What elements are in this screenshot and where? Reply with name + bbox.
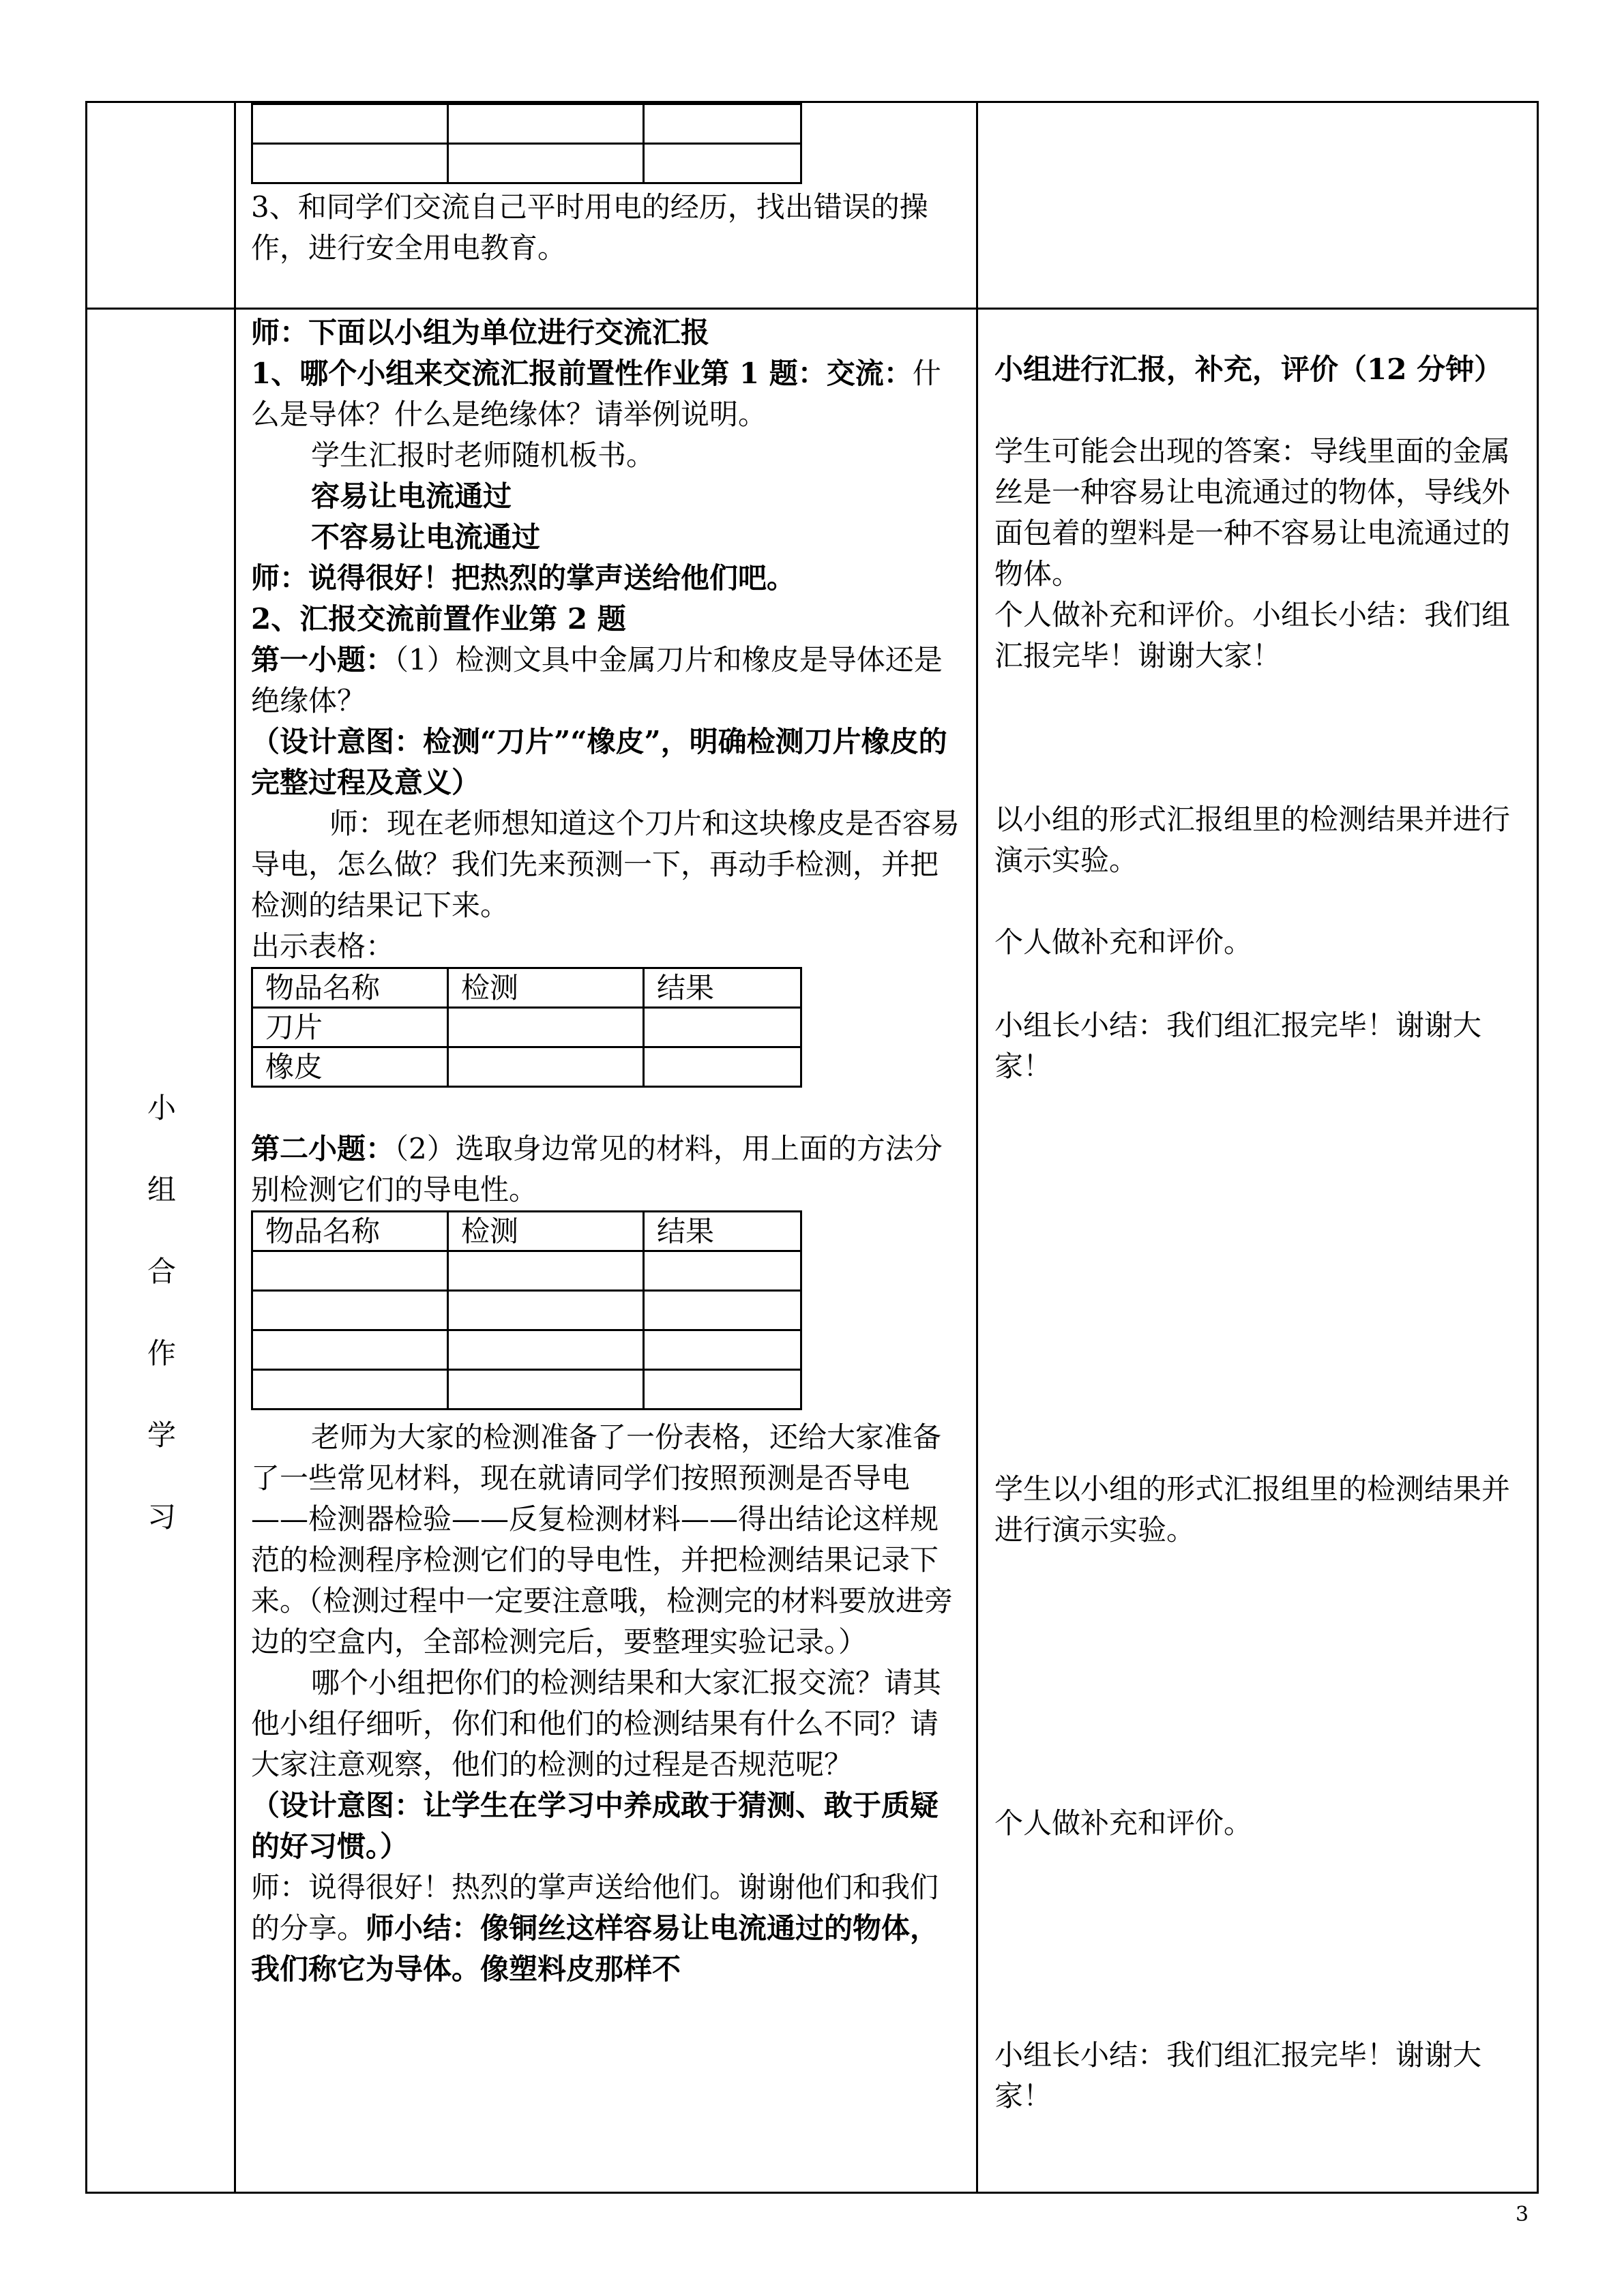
table-cell	[644, 1291, 801, 1330]
final-summary-text: 师小结：像铜丝这样容易让电流通过的物体，我们称它为导体。像塑料皮那样不	[251, 1911, 939, 1986]
q1-paragraph	[251, 353, 966, 435]
page-number: 3	[1516, 2203, 1529, 2226]
teacher-activity-cell	[235, 309, 977, 2193]
label-char: 学	[147, 1418, 176, 1452]
table-cell	[448, 1047, 644, 1087]
student-activity-cell	[977, 309, 1538, 2193]
table-cell: 刀片	[252, 1008, 448, 1047]
sub2-label: 第二小题：	[251, 1132, 395, 1165]
table-cell	[252, 104, 448, 144]
student-summary-2: 小组长小结：我们组汇报完毕！谢谢大家！	[994, 1009, 1482, 1083]
table-header: 物品名称	[252, 968, 448, 1008]
table-row	[252, 144, 801, 183]
detection-table-2	[251, 1210, 802, 1410]
board-line-2: 不容易让电流通过	[311, 520, 541, 554]
label-char: 作	[147, 1337, 176, 1370]
item3-text: 3、和同学们交流自己平时用电的经历，找出错误的操作，进行安全用电教育。	[251, 190, 928, 265]
table-cell: 橡皮	[252, 1047, 448, 1087]
table-header-row	[252, 968, 801, 1008]
board-line-1: 容易让电流通过	[311, 479, 512, 513]
board-note: 学生汇报时老师随机板书。	[311, 438, 655, 472]
student-summary-1: 个人做补充和评价。小组长小结：我们组汇报完毕！谢谢大家！	[994, 598, 1511, 672]
table-cell	[644, 1251, 801, 1291]
table-header: 物品名称	[252, 1212, 448, 1251]
table-row	[252, 1291, 801, 1330]
sub2-paragraph	[251, 1129, 966, 1210]
table-cell	[448, 1291, 644, 1330]
section-label-cell	[87, 309, 235, 2193]
student-supplement-1: 个人做补充和评价。	[994, 925, 1253, 959]
section-label	[87, 1091, 236, 1585]
table-cell	[448, 1370, 644, 1410]
intro-text: 师：下面以小组为单位进行交流汇报	[251, 316, 710, 349]
table-header-row	[252, 1212, 801, 1251]
final-normal-text: 师：说得很好！热烈的掌声送给他们。谢谢他们和我们的分享。	[251, 1870, 939, 1945]
leftover-table	[251, 103, 802, 184]
table-cell	[448, 1330, 644, 1370]
lesson-plan-table	[85, 101, 1539, 2194]
table-cell	[644, 144, 801, 183]
table-header: 结果	[644, 1212, 801, 1251]
table-cell	[252, 1330, 448, 1370]
praise-1: 师：说得很好！把热烈的掌声送给他们吧。	[251, 561, 796, 595]
design-intent-2: （设计意图：让学生在学习中养成敢于猜测、敢于质疑的好习惯。）	[251, 1789, 939, 1863]
row1-student-cell	[977, 102, 1538, 309]
table-cell	[644, 104, 801, 144]
table-cell	[448, 1251, 644, 1291]
q1-rest: 什么是导体？什么是绝缘体？请举例说明。	[251, 357, 941, 431]
prepare-paragraph: 老师为大家的检测准备了一份表格，还给大家准备了一些常见材料，现在就请同学们按照预测是否导电——检测器检验——反复检测材料——得出结论这样规范的检测程序检测它们的导电性，并把检测结果记录下来。（检测过程中一定要注意哦，检测完的材料要放进旁边的空盒内，全部检测完后，要整理实验记录。）	[251, 1420, 954, 1658]
table-cell	[448, 144, 644, 183]
table-row	[252, 104, 801, 144]
table-cell	[448, 1008, 644, 1047]
table-cell	[644, 1047, 801, 1087]
student-title: 小组进行汇报，补充，评价（12 分钟）	[994, 353, 1503, 386]
table-row	[252, 1251, 801, 1291]
row1-label-cell	[87, 102, 235, 309]
detection-table-1	[251, 967, 802, 1088]
label-char: 合	[147, 1255, 176, 1288]
student-answer: 学生可能会出现的答案：导线里面的金属丝是一种容易让电流通过的物体，导线外面包着的塑料是一种不容易让电流通过的物体。	[994, 434, 1511, 591]
table-header: 检测	[448, 968, 644, 1008]
label-char: 小	[147, 1091, 176, 1124]
sub2-text: （2）选取身边常见的材料，用上面的方法分别检测它们的导电性。	[251, 1132, 943, 1206]
table-cell	[644, 1370, 801, 1410]
table-row	[252, 1047, 801, 1087]
table-cell	[252, 1370, 448, 1410]
table-row	[252, 1008, 801, 1047]
which-group-paragraph: 哪个小组把你们的检测结果和大家汇报交流？请其他小组仔细听，你们和他们的检测结果有什么不同？请大家注意观察，他们的检测的过程是否规范呢？	[251, 1666, 942, 1781]
table-cell	[252, 1251, 448, 1291]
row1-content-cell	[235, 102, 977, 309]
sub1-label: 第一小题：	[251, 643, 395, 676]
q2-title: 2、汇报交流前置作业第 2 题	[251, 602, 626, 636]
label-char: 习	[147, 1500, 176, 1534]
label-char: 组	[147, 1173, 176, 1206]
show-table-label: 出示表格：	[251, 929, 395, 963]
table-cell	[644, 1008, 801, 1047]
table-cell	[252, 144, 448, 183]
final-paragraph	[251, 1867, 966, 1990]
group-learning-row	[87, 309, 1538, 2193]
teacher-question: 师：现在老师想知道这个刀片和这块橡皮是否容易导电，怎么做？我们先来预测一下，再动手检测，并把检测的结果记下来。	[251, 807, 960, 922]
continuation-row	[87, 102, 1538, 309]
table-header: 检测	[448, 1212, 644, 1251]
student-report-2: 学生以小组的形式汇报组里的检测结果并进行演示实验。	[994, 1472, 1511, 1547]
table-cell	[644, 1330, 801, 1370]
student-summary-3: 小组长小结：我们组汇报完毕！谢谢大家！	[994, 2038, 1482, 2113]
student-report-1: 以小组的形式汇报组里的检测结果并进行演示实验。	[994, 803, 1511, 877]
sub1-text: （1）检测文具中金属刀片和橡皮是导体还是绝缘体？	[251, 643, 943, 717]
table-cell	[252, 1291, 448, 1330]
q1-title: 1、哪个小组来交流汇报前置性作业第 1 题：交流：	[251, 357, 913, 390]
table-header: 结果	[644, 968, 801, 1008]
design-intent-1: （设计意图：检测“刀片”“橡皮”，明确检测刀片橡皮的完整过程及意义）	[251, 725, 947, 799]
sub1-paragraph	[251, 640, 966, 721]
table-cell	[448, 104, 644, 144]
student-supplement-2: 个人做补充和评价。	[994, 1806, 1253, 1840]
table-row	[252, 1330, 801, 1370]
table-row	[252, 1370, 801, 1410]
